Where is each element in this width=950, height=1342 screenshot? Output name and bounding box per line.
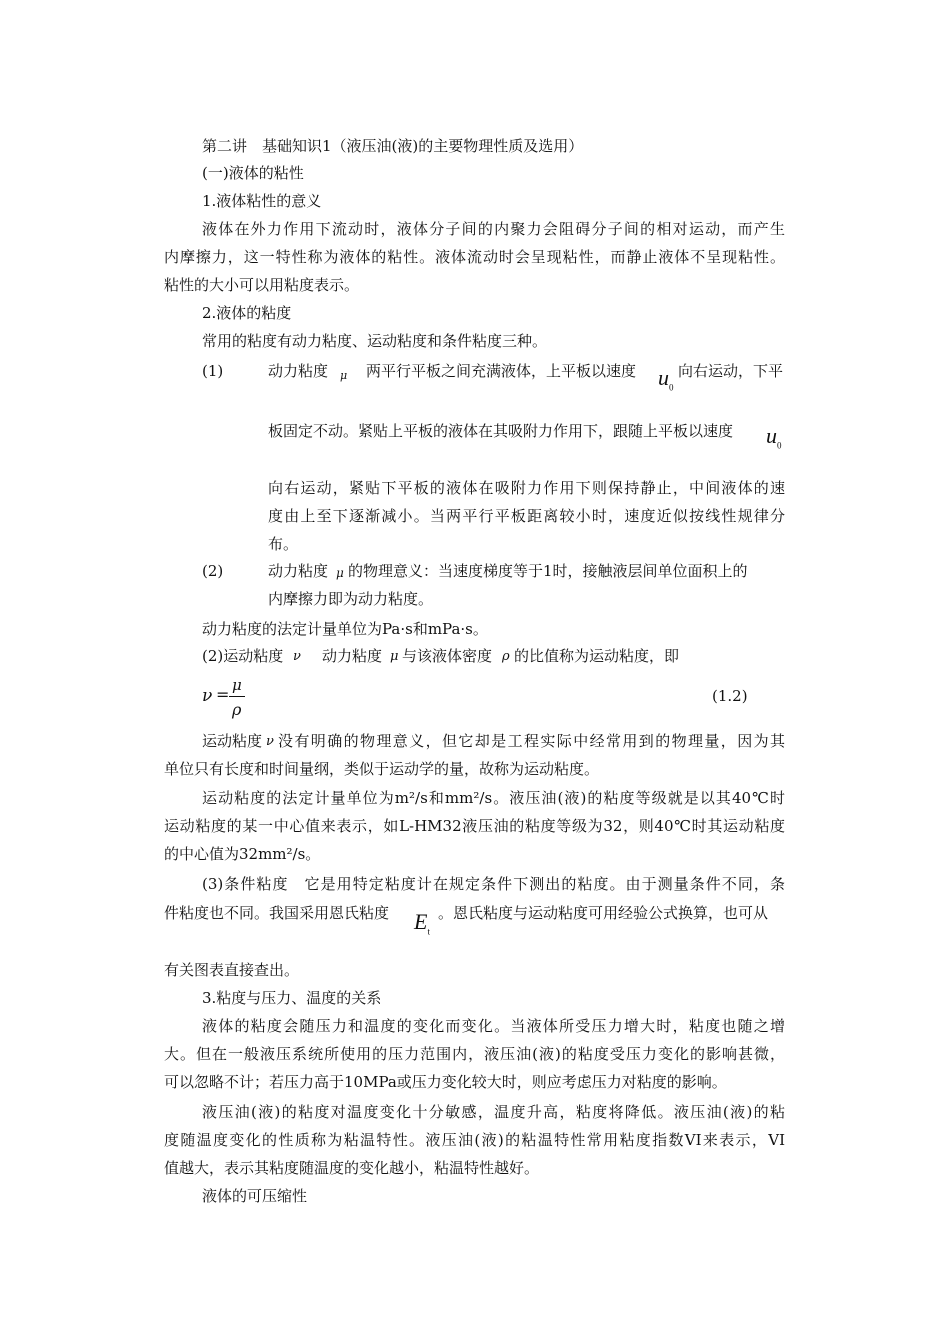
nu-symbol: ν [293, 649, 301, 664]
paragraph-line: 值越大，表示其粘度随温度的变化越小，粘温特性越好。 [164, 1159, 540, 1177]
mu-symbol: μ [390, 649, 399, 664]
paragraph-line: 布。 [268, 535, 299, 553]
section-heading: (一)液体的粘性 [202, 164, 304, 182]
paragraph-line: 液压油(液)的粘度对温度变化十分敏感，温度升高，粘度将降低。液压油(液)的粘 [202, 1103, 785, 1121]
list-number: (1) [202, 362, 224, 380]
subsection-heading: 2.液体的粘度 [202, 304, 292, 322]
paragraph-line: 动力粘度 [268, 562, 329, 580]
mu-symbol: μ [336, 566, 344, 580]
E-t-symbol: $E_t$ [414, 909, 430, 937]
eq-numerator-mu: μ [232, 676, 242, 694]
paragraph-line: 向右运动，紧贴下平板的液体在吸附力作用下则保持静止，中间液体的速 [268, 479, 785, 497]
paragraph-line: 粘性的大小可以用粘度表示。 [164, 276, 360, 294]
eq-nu: ν [202, 686, 213, 706]
eq-equals: = [216, 685, 230, 704]
paragraph-line: 大。但在一般液压系统所使用的压力范围内，液压油(液)的粘度受压力变化的影响甚微， [164, 1045, 785, 1063]
paragraph-line: 板固定不动。紧贴上平板的液体在其吸附力作用下，跟随上平板以速度 [268, 422, 734, 440]
paragraph-line: 液体在外力作用下流动时，液体分子间的内聚力会阻碍分子间的相对运动，而产生 [202, 220, 785, 238]
section-heading: 液体的可压缩性 [202, 1187, 308, 1205]
eq-denominator-rho: ρ [232, 700, 242, 719]
fraction-bar [229, 696, 245, 697]
paragraph-line: 常用的粘度有动力粘度、运动粘度和条件粘度三种。 [202, 332, 548, 350]
paragraph-line: 动力粘度 [268, 362, 329, 380]
paragraph-line: 向右运动，下平 [678, 362, 784, 380]
u0-symbol: $u_0$ [658, 365, 674, 393]
paragraph-line: 动力粘度 [322, 647, 383, 665]
nu-symbol: ν [266, 734, 274, 749]
paragraph-line: 。恩氏粘度与运动粘度可用经验公式换算，也可从 [438, 904, 769, 922]
paragraph-line: 运动粘度的某一中心值来表示，如L-HM32液压油的粘度等级为32，则40℃时其运动粘度 [164, 817, 785, 835]
paragraph-line: 单位只有长度和时间量纲，类似于运动学的量，故称为运动粘度。 [164, 760, 600, 778]
list-number: (2) [202, 562, 224, 580]
paragraph-line: 运动粘度 [202, 732, 263, 750]
lecture-title: 第二讲 基础知识1（液压油(液)的主要物理性质及选用） [202, 137, 584, 155]
paragraph-line: 的物理意义：当速度梯度等于1时，接触液层间单位面积上的 [348, 562, 748, 580]
paragraph-line: 有关图表直接查出。 [164, 961, 300, 979]
subsection-heading: 3.粘度与压力、温度的关系 [202, 989, 382, 1007]
paragraph-line: 两平行平板之间充满液体，上平板以速度 [366, 362, 637, 380]
paragraph-line: 运动粘度的法定计量单位为m²/s和mm²/s。液压油(液)的粘度等级就是以其40℃时 [202, 789, 785, 807]
paragraph-line: 的比值称为运动粘度，即 [514, 647, 680, 665]
paragraph-line: 内摩擦力即为动力粘度。 [268, 590, 434, 608]
paragraph-line: 的中心值为32mm²/s。 [164, 845, 321, 863]
paragraph-line: 液体的粘度会随压力和温度的变化而变化。当液体所受压力增大时，粘度也随之增 [202, 1017, 785, 1035]
equation-number: (1.2) [712, 687, 748, 705]
paragraph-line: 可以忽略不计；若压力高于10MPa或压力变化较大时，则应考虑压力对粘度的影响。 [164, 1073, 727, 1091]
u0-symbol: $u_0$ [766, 423, 782, 451]
paragraph-line: 度由上至下逐渐减小。当两平行平板距离较小时，速度近似按线性规律分 [268, 507, 785, 525]
paragraph-line: 动力粘度的法定计量单位为Pa·s和mPa·s。 [202, 620, 488, 638]
mu-symbol: μ [340, 369, 348, 382]
paragraph-line: 度随温度变化的性质称为粘温特性。液压油(液)的粘温特性常用粘度指数VI来表示，VI [164, 1131, 785, 1149]
paragraph-line: 与该液体密度 [402, 647, 493, 665]
paragraph-line: 没有明确的物理意义，但它却是工程实际中经常用到的物理量，因为其 [278, 732, 785, 750]
paragraph-line: (3)条件粘度 它是用特定粘度计在规定条件下测出的粘度。由于测量条件不同，条 [202, 875, 785, 893]
paragraph-line: (2)运动粘度 [202, 647, 284, 665]
rho-symbol: ρ [502, 649, 510, 664]
paragraph-line: 内摩擦力，这一特性称为液体的粘性。液体流动时会呈现粘性，而静止液体不呈现粘性。 [164, 248, 785, 266]
paragraph-line: 件粘度也不同。我国采用恩氏粘度 [164, 904, 390, 922]
subsection-heading: 1.液体粘性的意义 [202, 192, 322, 210]
